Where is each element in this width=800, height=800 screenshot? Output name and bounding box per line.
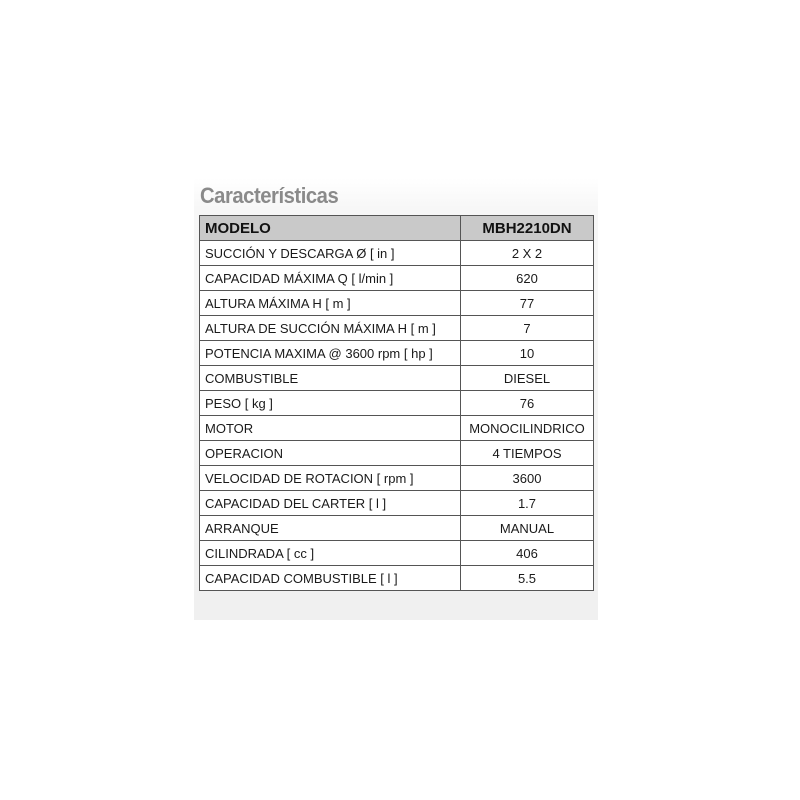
row-value: 5.5 — [461, 566, 594, 591]
specifications-table — [199, 215, 594, 591]
table-row — [200, 491, 594, 516]
row-label: PESO [ kg ] — [200, 391, 461, 416]
row-value: 2 X 2 — [461, 241, 594, 266]
row-value: MONOCILINDRICO — [461, 416, 594, 441]
row-value: 406 — [461, 541, 594, 566]
row-value: 76 — [461, 391, 594, 416]
row-value: DIESEL — [461, 366, 594, 391]
table-row — [200, 541, 594, 566]
table-row — [200, 441, 594, 466]
table-row — [200, 366, 594, 391]
table-row — [200, 341, 594, 366]
row-value: 7 — [461, 316, 594, 341]
table-header-row — [200, 216, 594, 241]
table-row — [200, 291, 594, 316]
row-value: 620 — [461, 266, 594, 291]
row-value: 10 — [461, 341, 594, 366]
row-label: OPERACION — [200, 441, 461, 466]
row-label: POTENCIA MAXIMA @ 3600 rpm [ hp ] — [200, 341, 461, 366]
row-label: VELOCIDAD DE ROTACION [ rpm ] — [200, 466, 461, 491]
row-label: MOTOR — [200, 416, 461, 441]
row-value: 77 — [461, 291, 594, 316]
row-value: 3600 — [461, 466, 594, 491]
table-row — [200, 466, 594, 491]
header-model-value: MBH2210DN — [461, 216, 594, 241]
table-row — [200, 391, 594, 416]
table-row — [200, 316, 594, 341]
table-row — [200, 241, 594, 266]
row-label: SUCCIÓN Y DESCARGA Ø [ in ] — [200, 241, 461, 266]
table-row — [200, 266, 594, 291]
row-label: CAPACIDAD MÁXIMA Q [ l/min ] — [200, 266, 461, 291]
row-value: MANUAL — [461, 516, 594, 541]
row-label: ARRANQUE — [200, 516, 461, 541]
row-label: ALTURA MÁXIMA H [ m ] — [200, 291, 461, 316]
section-heading: Características — [200, 183, 339, 208]
row-value: 4 TIEMPOS — [461, 441, 594, 466]
row-label: COMBUSTIBLE — [200, 366, 461, 391]
table-body — [200, 241, 594, 591]
row-label: CILINDRADA [ cc ] — [200, 541, 461, 566]
row-value: 1.7 — [461, 491, 594, 516]
table-row — [200, 516, 594, 541]
row-label: ALTURA DE SUCCIÓN MÁXIMA H [ m ] — [200, 316, 461, 341]
header-model-label: MODELO — [200, 216, 461, 241]
table-row — [200, 566, 594, 591]
specifications-panel — [194, 178, 598, 620]
row-label: CAPACIDAD COMBUSTIBLE [ l ] — [200, 566, 461, 591]
table-row — [200, 416, 594, 441]
row-label: CAPACIDAD DEL CARTER [ l ] — [200, 491, 461, 516]
